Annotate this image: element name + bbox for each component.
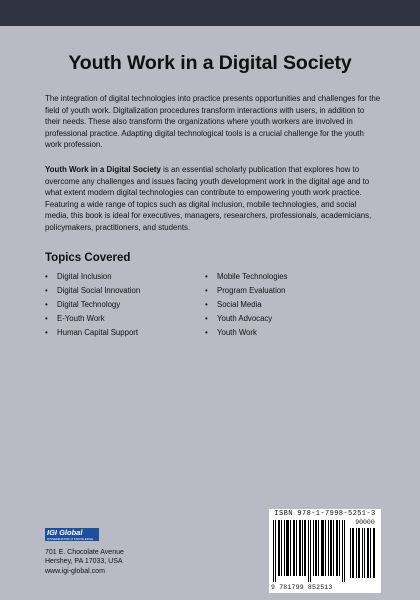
topic-label: Social Media [217, 300, 262, 309]
publisher-logo [45, 528, 99, 540]
bullet-icon: • [205, 328, 208, 337]
bullet-icon: • [45, 286, 48, 295]
topics-heading: Topics Covered [45, 252, 131, 264]
bullet-icon: • [205, 300, 208, 309]
topic-item [205, 284, 288, 298]
isbn-barcode-box [269, 509, 381, 593]
topic-item [45, 298, 140, 312]
bullet-icon: • [205, 286, 208, 295]
address-website: www.igi-global.com [45, 567, 105, 575]
topic-label: Youth Work [217, 328, 257, 337]
address-city: Hershey, PA 17033, USA [45, 558, 123, 566]
book-title-inline: Youth Work in a Digital Society [45, 165, 161, 174]
bullet-icon: • [205, 272, 208, 281]
barcode-icon [273, 520, 347, 582]
addon-barcode-icon [349, 520, 377, 578]
topic-label: Digital Inclusion [57, 272, 112, 281]
bullet-icon: • [45, 300, 48, 309]
topic-item [45, 326, 140, 340]
topic-item [45, 312, 140, 326]
description-paragraph-2 [45, 164, 381, 234]
top-color-band [0, 0, 420, 26]
topic-item [205, 298, 288, 312]
topic-item [45, 270, 140, 284]
topic-item [205, 270, 288, 284]
topic-label: Human Capital Support [57, 328, 139, 337]
address-street: 701 E. Chocolate Avenue [45, 549, 124, 556]
bullet-icon: • [205, 314, 208, 323]
topic-label: Digital Social Innovation [57, 286, 141, 295]
publisher-logo-tagline: DISSEMINATOR of KNOWLEDGE [45, 537, 99, 541]
isbn-addon-number: 90000 [355, 519, 375, 526]
bullet-icon: • [45, 272, 48, 281]
topics-list-left [45, 270, 140, 340]
ean-digits: 9 781799 852513 [271, 584, 333, 591]
description-paragraph-2-text: is an essential scholarly publication that explores how to overcome any challenges and issues facing youth development work in the digital age and to what extent modern digital technologies can contribute to empowering youth work practice. Featuring a wide range of topics such as digital inclusion, mobile technologies, and social media, this book is ideal for executives, managers, researchers, professionals, academicians, policymakers, practitioners, and students. [45, 165, 372, 232]
topic-label: E-Youth Work [57, 314, 105, 323]
book-title: Youth Work in a Digital Society [68, 52, 352, 74]
publisher-address [45, 548, 124, 576]
topics-list-right [205, 270, 288, 340]
topic-label: Digital Technology [57, 300, 121, 309]
topic-item [45, 284, 140, 298]
topic-label: Program Evaluation [217, 286, 286, 295]
bullet-icon: • [45, 328, 48, 337]
isbn-label: ISBN 978-1-7998-5251-3 [274, 510, 376, 518]
bullet-icon: • [45, 314, 48, 323]
topic-item [205, 326, 288, 340]
topic-label: Mobile Technologies [217, 272, 288, 281]
topic-label: Youth Advocacy [217, 314, 273, 323]
description-paragraph-1: The integration of digital technologies into practice presents opportunities and challenges for the field of youth work. Digitalization procedures transform interactions with users, in addition to their needs. These also transform the organizations where youth workers are involved in professional practice. Adapting digital technological tools is a crucial challenge for the youth work profession. [45, 94, 381, 150]
publisher-logo-name: IGI Global [45, 528, 99, 537]
topic-item [205, 312, 288, 326]
